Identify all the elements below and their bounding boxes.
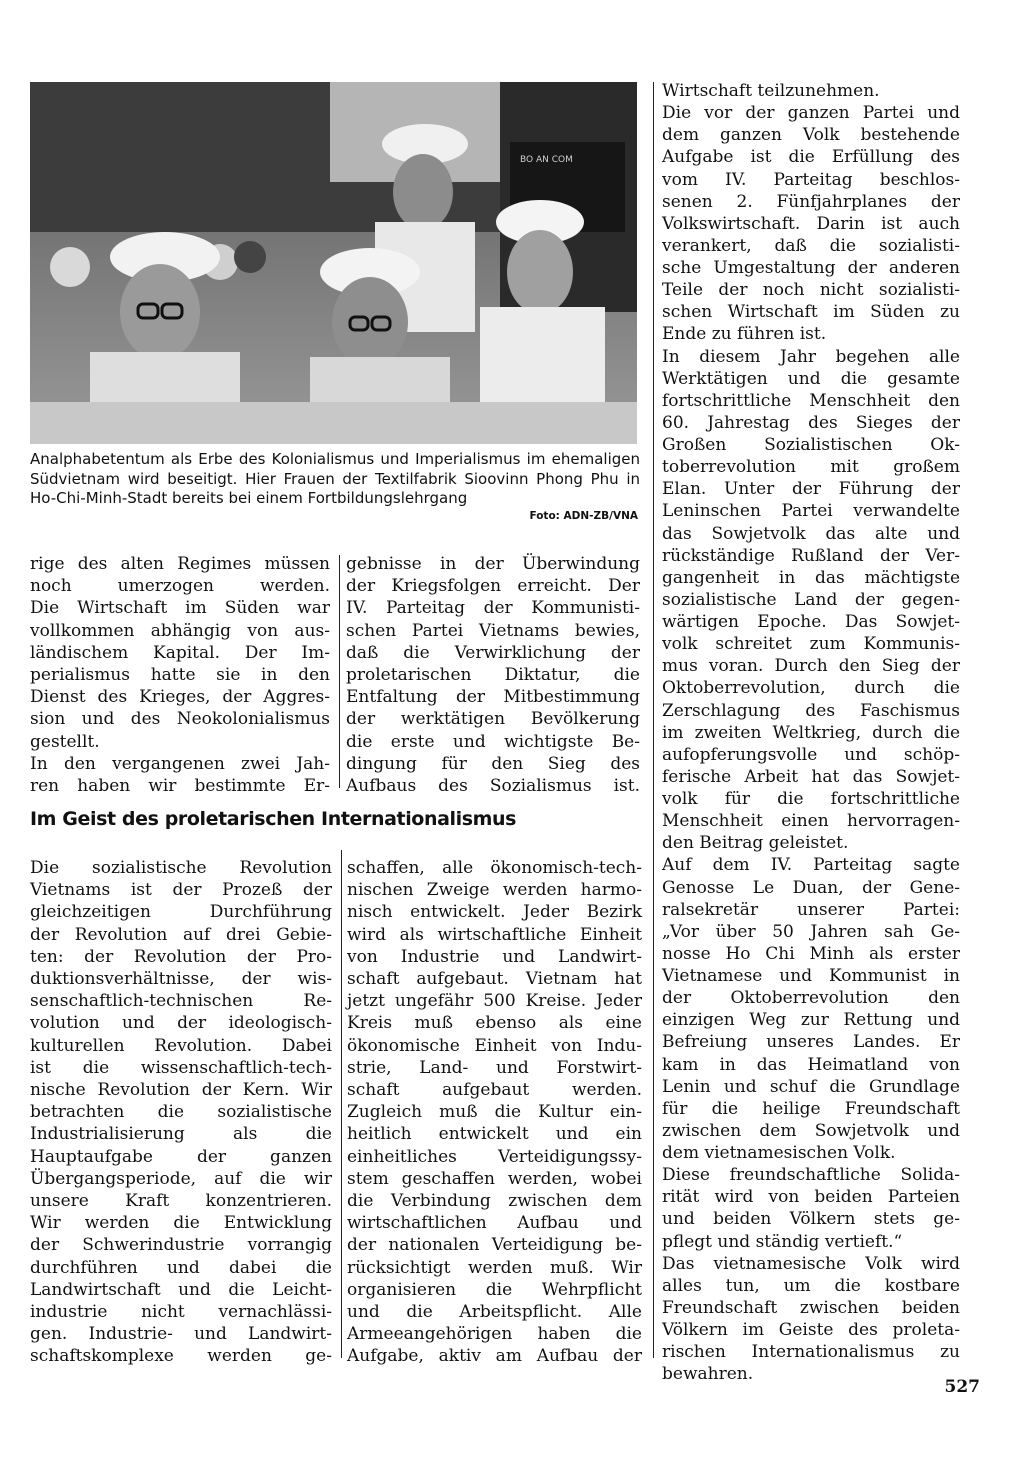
text-line: im zweiten Weltkrieg, durch die — [662, 722, 960, 743]
text-line: gen. Industrie- und Landwirt- — [30, 1324, 332, 1345]
text-line: sche Umgestaltung der anderen — [662, 258, 960, 278]
text-line: dem vietnamesischen Volk. — [662, 1143, 896, 1163]
column-rule — [341, 850, 342, 1358]
text-line: der Oktoberrevolution den — [662, 988, 960, 1009]
text-line: Zugleich muß die Kultur ein- — [347, 1102, 642, 1123]
text-line: toberrevolution mit großem — [662, 457, 960, 478]
text-line: Hauptaufgabe der ganzen — [30, 1146, 332, 1167]
text-line: Übergangsperiode, auf die wir — [30, 1168, 332, 1189]
text-line: einzigen Weg zur Rettung und — [662, 1010, 960, 1031]
article-photo — [30, 82, 637, 444]
text-line: Aufgabe ist die Erfüllung des — [662, 147, 960, 168]
text-line: ist die wissenschaftlich-tech- — [30, 1057, 332, 1078]
text-line: Oktoberrevolution, durch die — [662, 678, 960, 699]
column-top-middle — [346, 553, 640, 797]
column-bottom-left — [30, 857, 332, 1368]
text-line: duktionsverhältnisse, der wis- — [30, 969, 332, 990]
text-line: ralsekretär unserer Partei: — [662, 899, 960, 920]
text-line: Wirtschaft teilzunehmen. — [662, 81, 880, 101]
text-line: wärtigen Epoche. Das Sowjet- — [662, 612, 960, 632]
text-line: Ende zu führen ist. — [662, 324, 827, 345]
text-line: schaftskomplexe werden ge- — [30, 1346, 332, 1367]
column-bottom-middle — [347, 857, 642, 1368]
text-line: einheitliches Verteidigungssy- — [347, 1146, 642, 1167]
text-line: ten: der Revolution der Pro- — [30, 946, 332, 967]
text-line: kam in das Heimatland von — [662, 1054, 960, 1075]
text-line: proletarischen Diktatur, die — [346, 665, 640, 686]
text-line: dingung für den Sieg des — [346, 753, 640, 774]
text-line: IV. Parteitag der Kommunisti- — [346, 598, 640, 619]
text-line: dem ganzen Volk bestehende — [662, 125, 960, 146]
text-line: fortschrittliche Menschheit den — [662, 390, 960, 411]
text-line: In den vergangenen zwei Jah- — [30, 753, 330, 774]
text-line: Wir werden die Entwicklung — [30, 1213, 332, 1234]
text-line: Werktätigen und die gesamte — [662, 368, 960, 389]
text-line: nisch entwickelt. Jeder Bezirk — [347, 902, 642, 923]
text-line: jetzt ungefähr 500 Kreise. Jeder — [347, 991, 642, 1012]
text-line: den Beitrag geleistet. — [662, 833, 849, 854]
photo-credit: Foto: ADN-ZB/VNA — [529, 510, 638, 522]
text-line: aufopferungsvolle und schöp- — [662, 744, 960, 765]
text-line: schaft aufgebaut werden. — [347, 1080, 642, 1101]
text-line: wirtschaftlichen Aufbau und — [347, 1213, 642, 1234]
text-line: Freundschaft zwischen beiden — [662, 1297, 960, 1318]
text-line: gangenheit in das mächtigste — [662, 567, 960, 588]
text-line: pflegt und ständig vertieft.“ — [662, 1231, 903, 1252]
text-line: heitlich entwickelt und ein — [347, 1124, 642, 1145]
text-line: bewahren. — [662, 1364, 754, 1385]
text-line: Diese freundschaftliche Solida- — [662, 1165, 960, 1186]
text-line: vom IV. Parteitag beschlos- — [662, 169, 960, 190]
text-line: nischen Zweige werden harmo- — [347, 880, 642, 901]
text-line: nische Revolution der Kern. Wir — [30, 1080, 332, 1101]
section-heading: Im Geist des proletarischen Internationalismus — [30, 808, 517, 830]
text-line: stem geschaffen werden, wobei — [347, 1168, 642, 1189]
text-line: Leninschen Partei verwandelte — [662, 501, 960, 522]
text-line: Lenin und schuf die Grundlage — [662, 1076, 960, 1097]
text-line: vollkommen abhängig von aus- — [30, 620, 330, 641]
text-line: der Schwerindustrie vorrangig — [30, 1235, 332, 1256]
text-line: sozialistische Land der gegen- — [662, 589, 960, 610]
text-line: verankert, daß die sozialisti- — [662, 235, 960, 256]
text-line: der werktätigen Bevölkerung — [346, 709, 640, 730]
text-line: alles tun, um die kostbare — [662, 1275, 960, 1296]
text-line: volk schreitet zum Kommunis- — [662, 634, 960, 655]
text-line: rücksichtigt werden muß. Wir — [347, 1257, 642, 1278]
text-line: Landwirtschaft und die Leicht- — [30, 1279, 332, 1300]
text-line: Dienst des Krieges, der Aggres- — [30, 687, 330, 708]
text-line: sion und des Neokolonialismus — [30, 709, 330, 730]
text-line: Menschheit einen hervorragen- — [662, 811, 960, 832]
text-line: schen Wirtschaft im Süden zu — [662, 302, 960, 323]
text-line: Die Wirtschaft im Süden war — [30, 598, 330, 619]
text-line: Auf dem IV. Parteitag sagte — [662, 855, 960, 876]
text-line: und beiden Völkern stets ge- — [662, 1209, 960, 1230]
text-line: rität wird von beiden Parteien — [662, 1187, 960, 1208]
column-top-left — [30, 553, 330, 797]
text-line: nosse Ho Chi Minh als erster — [662, 943, 960, 964]
text-line: rischen Internationalismus zu — [662, 1342, 960, 1363]
text-line: Die sozialistische Revolution — [30, 858, 332, 878]
text-line: senen 2. Fünfjahrplanes der — [662, 191, 960, 212]
text-line: gestellt. — [30, 731, 100, 752]
text-line: organisieren die Wehrpflicht — [347, 1279, 642, 1300]
column-rule — [339, 555, 340, 788]
text-line: senschaftlich-technischen Re- — [30, 991, 332, 1012]
text-line: Volkswirtschaft. Darin ist auch — [662, 213, 960, 234]
column-rule — [653, 82, 654, 1358]
text-line: schaffen, alle ökonomisch-tech- — [347, 858, 642, 878]
text-line: und die Arbeitspflicht. Alle — [347, 1302, 642, 1323]
text-line: volution und der ideologisch- — [30, 1013, 332, 1034]
text-line: mus voran. Durch den Sieg der — [662, 656, 960, 677]
text-line: Teile der noch nicht sozialisti- — [662, 280, 960, 301]
text-line: Großen Sozialistischen Ok- — [662, 435, 960, 455]
text-line: wird als wirtschaftliche Einheit — [347, 924, 642, 945]
text-line: Elan. Unter der Führung der — [662, 479, 960, 500]
text-line: strie, Land- und Forstwirt- — [347, 1057, 642, 1078]
text-line: unsere Kraft konzentrieren. — [30, 1191, 332, 1212]
text-line: Kreis muß ebenso als eine — [347, 1013, 642, 1034]
text-line: schaft aufgebaut. Vietnam hat — [347, 969, 642, 990]
text-line: Aufgabe, aktiv am Aufbau der — [347, 1346, 642, 1367]
text-line: Entfaltung der Mitbestimmung — [346, 687, 640, 708]
text-line: Genosse Le Duan, der Gene- — [662, 877, 960, 898]
text-line: rige des alten Regimes müssen — [30, 554, 330, 574]
text-line: rückständige Rußland der Ver- — [662, 545, 960, 566]
text-line: schen Partei Vietnams bewies, — [346, 620, 640, 641]
text-line: Vietnams ist der Prozeß der — [30, 880, 332, 901]
text-line: ökonomische Einheit von Indu- — [347, 1035, 642, 1056]
text-line: perialismus hatte sie in den — [30, 665, 330, 686]
text-line: betrachten die sozialistische — [30, 1102, 332, 1123]
text-line: der nationalen Verteidigung be- — [347, 1235, 642, 1256]
text-line: Völkern im Geiste des proleta- — [662, 1320, 960, 1340]
text-line: von Industrie und Landwirt- — [347, 946, 642, 967]
page-number: 527 — [944, 1377, 980, 1397]
text-line: daß die Verwirklichung der — [346, 642, 640, 663]
text-line: das Sowjetvolk das alte und — [662, 523, 960, 544]
text-line: noch umerzogen werden. — [30, 576, 330, 597]
photo-caption: Analphabetentum als Erbe des Kolonialismus und Imperialismus im ehemaligen Südvietnam wird beseitigt. Hier Frauen der Textilfabrik Sioovinn Phong Phu in Ho-Chi-Minh-Stadt bereits bei einem Fortbildungslehrgang — [30, 450, 640, 507]
text-line: der Kriegsfolgen erreicht. Der — [346, 576, 640, 597]
text-line: Armeeangehörigen haben die — [347, 1324, 642, 1345]
photo-illustration — [30, 82, 637, 444]
text-line: gleichzeitigen Durchführung — [30, 902, 332, 923]
text-line: Das vietnamesische Volk wird — [662, 1253, 960, 1274]
text-line: ren haben wir bestimmte Er- — [30, 776, 330, 797]
text-line: Die vor der ganzen Partei und — [662, 103, 960, 124]
text-line: der Revolution auf drei Gebie- — [30, 924, 332, 945]
text-line: volk für die fortschrittliche — [662, 789, 960, 809]
text-line: „Vor über 50 Jahren sah Ge- — [662, 921, 960, 942]
text-line: gebnisse in der Überwindung — [346, 554, 640, 574]
text-line: Befreiung unseres Landes. Er — [662, 1032, 960, 1053]
text-line: Zerschlagung des Faschismus — [662, 700, 960, 721]
text-line: In diesem Jahr begehen alle — [662, 346, 960, 367]
column-right — [662, 80, 960, 1385]
text-line: zwischen dem Sowjetvolk und — [662, 1120, 960, 1141]
text-line: für die heilige Freundschaft — [662, 1098, 960, 1119]
text-line: Vietnamese und Kommunist in — [662, 966, 960, 986]
text-line: durchführen und dabei die — [30, 1257, 332, 1278]
text-line: 60. Jahrestag des Sieges der — [662, 412, 960, 433]
text-line: die erste und wichtigste Be- — [346, 731, 640, 752]
text-line: Industrialisierung als die — [30, 1124, 332, 1145]
text-line: ferische Arbeit hat das Sowjet- — [662, 766, 960, 787]
text-line: kulturellen Revolution. Dabei — [30, 1035, 332, 1056]
text-line: die Verbindung zwischen dem — [347, 1191, 642, 1212]
text-line: industrie nicht vernachlässi- — [30, 1302, 332, 1323]
blackboard-text: BO AN COM — [520, 155, 573, 165]
text-line: Aufbaus des Sozialismus ist. — [346, 776, 640, 797]
text-line: ländischem Kapital. Der Im- — [30, 642, 330, 663]
